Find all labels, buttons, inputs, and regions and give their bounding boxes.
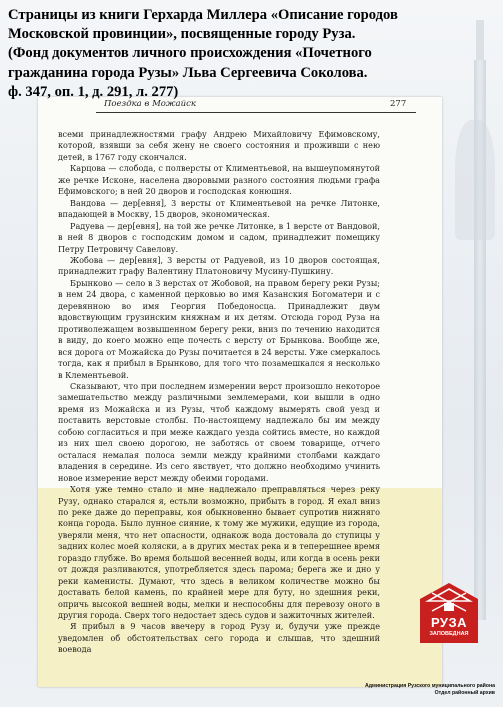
paragraph: Карцова — слобода, с полверсты от Климентьевой, на вышеупомянутой же речке Исконе, населена дворовыми разного состояния людьми графа Ефимовского; в ней 20 дворов и господская конюшня. bbox=[58, 163, 380, 197]
paragraph: Жобова — дер[евня], 3 версты от Радуевой, из 10 дворов состоящая, принадлежит графу Валентину Платоновичу Мусину-Пушкину. bbox=[58, 254, 380, 277]
paragraph: Хотя уже темно стало и мне надлежало преправляться через реку Рузу, однако старался я, естьли возможно, прибыть в город. Я ехал вниз по реке даже до переправы, коя обыкновенно бывает супротив нижняго конца города. Было лунное сияние, к тому же мужики, едущие из города, уверяли меня, что нет опасности, однакож вода достовала до ступицы у задних колес моей коляски, а в других местах река и в теперешнее время гораздо глубже. Во время большой весенней воды, или когда в осень реки от дождя разливаются, употребляется здесь парома; берега же и дно у реки каменисты. Думают, что здесь в великом количестве можно бы доставать белой камень, по крайней мере для буту, но здешния реки, опричь высокой вешней воды, мелки и неспособны для перевозу оного в другия города. Сверх того недостает здесь судов и зажиточных жителей. bbox=[58, 484, 380, 621]
ruza-logo bbox=[418, 581, 480, 645]
paragraph: Брынково — село в 3 верстах от Жобовой, на правом берегу реки Рузы; в нем 24 двора, с каменной церковью во имя Казанския Богоматери и с деревянною во имя Георгия Победоносца. Принадлежит двум вдовствующим грузинским княжнам и их детям. Отсюда город Руза на противолежащем возвышенном берегу реки, вниз по течению находится в виду, до коего можно еще почесть с версту от Брынкова. Вообще же, вся дорога от Можайска до Рузы почитается в 24 версты. Уже смеркалось тогда, как я прибыл в Брынково, для того что позамешкался я несколько в Клементьевой. bbox=[58, 277, 380, 380]
heading-line: Московской провинции», посвященные городу Руза. bbox=[8, 26, 356, 43]
paragraph: Радуева — дер[евня], на той же речке Литонке, в 1 версте от Вандовой, в ней 8 дворов с господским домом и садом, принадлежит помещику Петру Петровичу Савелову. bbox=[58, 220, 380, 254]
heading-line: ф. 347, оп. 1, д. 291, л. 277) bbox=[8, 83, 179, 100]
paragraph: Я прибыл в 9 часов ввечеру в город Рузу и, будучи уже прежде уведомлен об обстоятельствах сего города и слышав, что здешний воевода bbox=[58, 621, 380, 655]
footer-line: Администрация Рузского муниципального района bbox=[364, 683, 495, 689]
page-number: 277 bbox=[390, 99, 407, 109]
paragraph: Сказывают, что при последнем измерении верст произошло некоторое замешательство между различными землемерами, кои вышли в одно время из Можайска и из Рузы, чтоб каждому вымерять свой уезд и поставить верстовые столбы. По-настоящему надлежало бы им между собою согласиться и при меже каждаго уезда сойтись вместе, но каждой из них шел своею дорогою, не заботясь от своем товарище, отчего осталася немалая полоса земли между крайними столбами каждаго владения в середине. Из сего явствует, что должно необходимо учинить новое измерение верст между обеими городами. bbox=[58, 380, 380, 483]
running-title: Поездка в Можайск bbox=[104, 99, 196, 109]
heading-line: гражданина города Рузы» Льва Сергеевича Соколова. bbox=[8, 64, 368, 81]
book-text bbox=[58, 129, 380, 656]
header-rule bbox=[96, 112, 416, 113]
logo-subtitle: ЗАПОВЕДНАЯ bbox=[429, 631, 469, 637]
document-heading bbox=[8, 6, 458, 102]
paragraph: Вандова — дер[евня], 3 версты от Климентьевой на речке Литонке, впадающей в Москву, 15 дворов, экономическая. bbox=[58, 197, 380, 220]
heading-line: (Фонд документов личного происхождения «Почетного bbox=[8, 45, 372, 62]
heading-line: Страницы из книги Герхарда Миллера «Описание городов bbox=[8, 7, 398, 23]
logo-title: РУЗА bbox=[430, 615, 468, 630]
paragraph: всеми принадлежностями графу Андрею Михайловичу Ефимовскому, которой, взявши за себя жену не своего состояния и проживши с нею детей, в 1767 году скончался. bbox=[58, 129, 380, 162]
church-dome-decoration bbox=[455, 120, 495, 240]
footer-credit bbox=[300, 683, 495, 697]
footer-line: Отдел районный архив bbox=[434, 690, 495, 696]
